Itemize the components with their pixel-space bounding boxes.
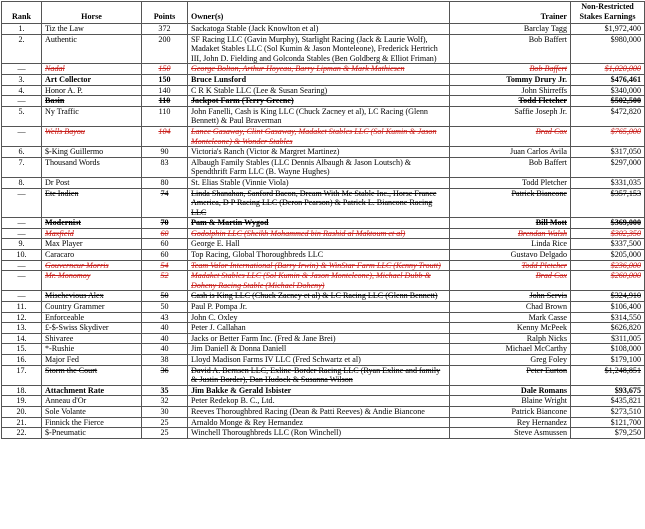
trainer-cell: John Shirreffs [450,85,571,96]
earnings-cell: $476,461 [571,74,645,85]
trainer-cell: Brad Cox [450,271,571,291]
horse-cell: Storm the Court [42,365,142,385]
horse-cell: Mr. Monomoy [42,271,142,291]
trainer-cell: Ralph Nicks [450,333,571,344]
trainer-cell: Dale Romans [450,385,571,396]
points-cell: 60 [142,239,188,250]
table-row [2,85,645,96]
horse-cell: Mischevious Alex [42,291,142,302]
earnings-header [571,2,645,24]
owners-cell: Cash is King LLC (Chuck Zacney et al) & LC Racing LLC (Glenn Bennett) [188,291,450,302]
points-cell: 54 [142,260,188,271]
points-cell: 36 [142,365,188,385]
trainer-cell: Bob Baffert [450,34,571,64]
horse-cell: Authentic [42,34,142,64]
earnings-cell: $236,000 [571,260,645,271]
earnings-cell: $302,350 [571,228,645,239]
points-cell: 150 [142,64,188,75]
table-row [2,385,645,396]
rank-cell: 3. [2,74,42,85]
earnings-cell: $311,005 [571,333,645,344]
points-cell: 38 [142,355,188,366]
points-cell: 74 [142,188,188,218]
horse-cell: Basin [42,96,142,107]
earnings-cell: $205,000 [571,250,645,261]
horse-cell: Wells Bayou [42,126,142,146]
points-cell: 90 [142,147,188,158]
horse-cell: Dr Post [42,177,142,188]
trainer-cell: Bob Baffert [450,64,571,75]
earnings-cell: $765,000 [571,126,645,146]
points-cell: 32 [142,396,188,407]
table-row [2,406,645,417]
owners-cell: John Fanelli, Cash is King LLC (Chuck Zacney et al), LC Racing (Glenn Bennett) & Paul Braverman [188,106,450,126]
trainer-cell: Patrick Biancone [450,188,571,218]
table-row [2,239,645,250]
points-cell: 70 [142,218,188,229]
owners-cell: Madaket Stables LLC (Sol Kumin & Jason Monteleone), Michael Dubb & Doheny Racing Stable (Michael Doheny) [188,271,450,291]
trainer-cell: Tommy Drury Jr. [450,74,571,85]
earnings-cell: $502,500 [571,96,645,107]
rank-header: Rank [2,2,42,24]
horse-cell: Max Player [42,239,142,250]
horse-cell: Attachment Rate [42,385,142,396]
owners-cell: George Bolton, Arthur Hoyeau, Barry Lipman & Mark Mathiesen [188,64,450,75]
points-cell: 150 [142,74,188,85]
table-row [2,396,645,407]
table-row [2,228,645,239]
earnings-cell: $435,821 [571,396,645,407]
earnings-cell: $106,400 [571,302,645,313]
rank-cell: 6. [2,147,42,158]
trainer-cell: Saffie Joseph Jr. [450,106,571,126]
points-cell: 83 [142,157,188,177]
rank-cell: — [2,96,42,107]
earnings-cell: $314,550 [571,312,645,323]
horse-cell: $-Pneumatic [42,428,142,439]
table-row [2,417,645,428]
owners-cell: Jackpot Farm (Terry Greene) [188,96,450,107]
owners-cell: Peter Redekop B. C., Ltd. [188,396,450,407]
points-cell: 25 [142,428,188,439]
rank-cell: 2. [2,34,42,64]
header-row [2,2,645,24]
rank-cell: 4. [2,85,42,96]
rank-cell: 5. [2,106,42,126]
points-cell: 372 [142,24,188,35]
rank-cell: 15. [2,344,42,355]
table-row [2,74,645,85]
rank-cell: 9. [2,239,42,250]
owners-cell: Paul P. Pompa Jr. [188,302,450,313]
rank-cell: — [2,260,42,271]
trainer-cell: Blaine Wright [450,396,571,407]
table-row [2,333,645,344]
earnings-cell: $337,500 [571,239,645,250]
owners-cell: Albaugh Family Stables (LLC Dennis Albaugh & Jason Loutsch) & Spendthrift Farm LLC (B. Wayne Hughes) [188,157,450,177]
horse-cell: Ny Traffic [42,106,142,126]
points-cell: 50 [142,291,188,302]
table-row [2,291,645,302]
points-cell: 104 [142,126,188,146]
table-row [2,312,645,323]
rank-cell: — [2,64,42,75]
horse-cell: Sole Volante [42,406,142,417]
horse-cell: Modernist [42,218,142,229]
trainer-cell: Juan Carlos Avila [450,147,571,158]
table-row [2,428,645,439]
horse-cell: Nadal [42,64,142,75]
table-row [2,271,645,291]
points-cell: 43 [142,312,188,323]
rank-cell: — [2,188,42,218]
earnings-cell: $331,035 [571,177,645,188]
table-row [2,34,645,64]
points-cell: 60 [142,228,188,239]
horse-cell: Maxfield [42,228,142,239]
owners-cell: Winchell Thoroughbreds LLC (Ron Winchell) [188,428,450,439]
owners-cell: David A. Bernsen LLC, Exline-Border Racing LLC (Ryan Exline and family & Justin Border), Dan Hudock & Susanna Wilson [188,365,450,385]
earnings-cell: $273,510 [571,406,645,417]
table-row [2,157,645,177]
owners-cell: St. Elias Stable (Vinnie Viola) [188,177,450,188]
table-row [2,64,645,75]
rank-cell: 10. [2,250,42,261]
table-row [2,323,645,334]
owners-cell: Pam & Martin Wygod [188,218,450,229]
earnings-cell: $1,248,851 [571,365,645,385]
horse-cell: Enforceable [42,312,142,323]
rank-cell: 14. [2,333,42,344]
rank-cell: — [2,228,42,239]
table-row [2,96,645,107]
owners-cell: Reeves Thoroughbred Racing (Dean & Patti Reeves) & Andie Biancone [188,406,450,417]
points-cell: 40 [142,344,188,355]
points-cell: 60 [142,250,188,261]
earnings-cell: $357,153 [571,188,645,218]
table-row [2,260,645,271]
earnings-cell: $79,250 [571,428,645,439]
owners-cell: Arnaldo Monge & Rey Hernandez [188,417,450,428]
table-row [2,302,645,313]
rank-cell: 7. [2,157,42,177]
trainer-cell: Barclay Tagg [450,24,571,35]
horse-cell: Art Collector [42,74,142,85]
horse-cell: Honor A. P. [42,85,142,96]
trainer-cell: Todd Pletcher [450,177,571,188]
rank-cell: — [2,291,42,302]
table-row [2,344,645,355]
earnings-cell: $369,000 [571,218,645,229]
horse-cell: Major Fed [42,355,142,366]
rank-cell: 12. [2,312,42,323]
owners-cell: Top Racing, Global Thoroughbreds LLC [188,250,450,261]
earnings-cell: $260,000 [571,271,645,291]
horse-cell: Tiz the Law [42,24,142,35]
table-row [2,177,645,188]
table-row [2,365,645,385]
horse-cell: Caracaro [42,250,142,261]
owners-cell: C R K Stable LLC (Lee & Susan Searing) [188,85,450,96]
earnings-cell: $1,020,000 [571,64,645,75]
earnings-cell: $626,820 [571,323,645,334]
trainer-cell: Gustavo Delgado [450,250,571,261]
earnings-cell: $121,700 [571,417,645,428]
owners-cell: Bruce Lunsford [188,74,450,85]
owners-cell: Jim Bakke & Gerald Isbister [188,385,450,396]
trainer-cell: Bill Mott [450,218,571,229]
rank-cell: 18. [2,385,42,396]
trainer-cell: Todd Pletcher [450,260,571,271]
points-cell: 110 [142,96,188,107]
points-cell: 52 [142,271,188,291]
rank-cell: 22. [2,428,42,439]
trainer-cell: Brendan Walsh [450,228,571,239]
rank-cell: — [2,126,42,146]
table-row [2,147,645,158]
earnings-cell: $297,000 [571,157,645,177]
horse-cell: Finnick the Fierce [42,417,142,428]
owners-cell: SF Racing LLC (Gavin Murphy), Starlight Racing (Jack & Laurie Wolf), Madaket Stables LLC (Sol Kumin & Jason Monteleone), Frederick Hertrich III, John D. Fielding and Golconda Stables (Ben Goldberg & Elliot Friman) [188,34,450,64]
table-row [2,126,645,146]
rank-cell: 13. [2,323,42,334]
trainer-cell: Kenny McPeek [450,323,571,334]
owners-cell: Victoria's Ranch (Victor & Margret Martinez) [188,147,450,158]
earnings-cell: $340,000 [571,85,645,96]
horse-cell: Anneau d'Or [42,396,142,407]
standings-table [1,1,645,439]
rank-cell: 16. [2,355,42,366]
table-body [2,24,645,439]
earnings-cell: $179,100 [571,355,645,366]
horse-cell: $-King Guillermo [42,147,142,158]
trainer-cell: Todd Fletcher [450,96,571,107]
rank-cell: 20. [2,406,42,417]
points-cell: 200 [142,34,188,64]
trainer-cell: Steve Asmussen [450,428,571,439]
horse-cell: Thousand Words [42,157,142,177]
table-row [2,188,645,218]
table-row [2,106,645,126]
trainer-cell: Peter Eurton [450,365,571,385]
table-row [2,218,645,229]
trainer-cell: Bob Baffert [450,157,571,177]
horse-cell: Country Grammer [42,302,142,313]
rank-cell: 1. [2,24,42,35]
owners-cell: George E. Hall [188,239,450,250]
points-cell: 110 [142,106,188,126]
earnings-cell: $93,675 [571,385,645,396]
owners-cell: Jim Daniell & Donna Daniell [188,344,450,355]
owners-cell: Jacks or Better Farm Inc. (Fred & Jane Brei) [188,333,450,344]
horse-cell: Gouverneur Morris [42,260,142,271]
owners-cell: Team Valor International (Barry Irwin) & WinStar Farm LLC (Kenny Troutt) [188,260,450,271]
trainer-cell: Greg Foley [450,355,571,366]
trainer-header: Trainer [450,2,571,24]
points-cell: 40 [142,333,188,344]
earnings-cell: $1,972,400 [571,24,645,35]
points-cell: 50 [142,302,188,313]
earnings-cell: $317,050 [571,147,645,158]
table-row [2,250,645,261]
rank-cell: 11. [2,302,42,313]
table-row [2,24,645,35]
horse-cell: £-$-Swiss Skydiver [42,323,142,334]
points-cell: 30 [142,406,188,417]
horse-cell: Shivaree [42,333,142,344]
rank-cell: 8. [2,177,42,188]
earnings-header-line1: Non-Restricted [581,2,634,11]
trainer-cell: Patrick Biancone [450,406,571,417]
earnings-header-line2: Stakes Earnings [579,12,636,21]
rank-cell: 19. [2,396,42,407]
rank-cell: 17. [2,365,42,385]
trainer-cell: John Servis [450,291,571,302]
earnings-cell: $980,000 [571,34,645,64]
rank-cell: 21. [2,417,42,428]
points-cell: 140 [142,85,188,96]
owners-cell: Lloyd Madison Farms IV LLC (Fred Schwartz et al) [188,355,450,366]
points-header: Points [142,2,188,24]
trainer-cell: Chad Brown [450,302,571,313]
owners-cell: Sackatoga Stable (Jack Knowlton et al) [188,24,450,35]
trainer-cell: Linda Rice [450,239,571,250]
horse-header: Horse [42,2,142,24]
points-cell: 80 [142,177,188,188]
owners-cell: Godolphin LLC (Sheikh Mohammed bin Rashid al Maktoum et al) [188,228,450,239]
horse-cell: *-Rushie [42,344,142,355]
horse-cell: Ete Indien [42,188,142,218]
trainer-cell: Brad Cox [450,126,571,146]
earnings-cell: $472,820 [571,106,645,126]
points-cell: 35 [142,385,188,396]
owners-header: Owner(s) [188,2,450,24]
points-cell: 40 [142,323,188,334]
trainer-cell: Rey Hernandez [450,417,571,428]
trainer-cell: Michael McCarthy [450,344,571,355]
owners-cell: John C. Oxley [188,312,450,323]
earnings-cell: $108,000 [571,344,645,355]
owners-cell: Linda Shanahan, Sanford Bacon, Dream With Me Stable Inc., Horse France America, D P Racing LLC (Deron Pearson) & Patrick L. Biancone Racing LLC [188,188,450,218]
table-row [2,355,645,366]
rank-cell: — [2,218,42,229]
owners-cell: Lance Gasaway, Clint Gasaway, Madaket Stables LLC (Sol Kumin & Jason Monteleone) & Wonder Stables [188,126,450,146]
rank-cell: — [2,271,42,291]
trainer-cell: Mark Casse [450,312,571,323]
earnings-cell: $324,910 [571,291,645,302]
points-cell: 25 [142,417,188,428]
owners-cell: Peter J. Callahan [188,323,450,334]
